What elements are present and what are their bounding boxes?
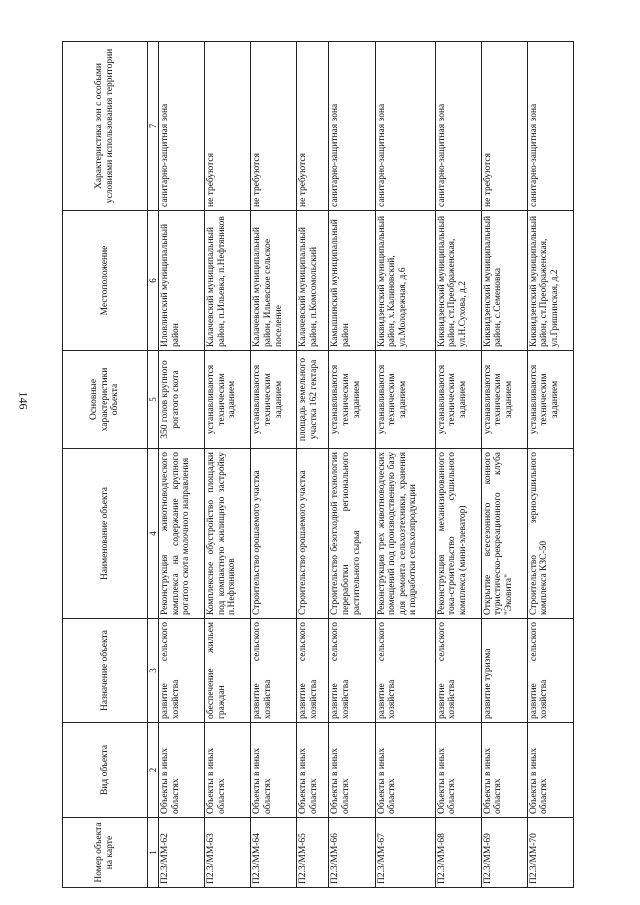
cell-object-purpose: развитие сельского хозяйства [159, 619, 205, 723]
cell-object-characteristics: устанавливаются техническим заданием [205, 351, 251, 449]
cell-zones: санитарно-защитная зона [159, 42, 205, 211]
cell-object-type: Объекты в иных областях [297, 723, 329, 818]
column-number: 2 [148, 723, 159, 818]
table-row [251, 42, 297, 888]
cell-object-characteristics: устанавливаются техническим заданием [375, 351, 435, 449]
table-row [375, 42, 435, 888]
cell-object-number: П2.3/ММ-68 [435, 818, 481, 888]
column-number: 1 [148, 818, 159, 888]
cell-zones: санитарно-защитная зона [435, 42, 481, 211]
header-object-type: Вид объекта [63, 723, 148, 818]
rotated-table-container [62, 42, 574, 888]
cell-object-name: Реконструкция трех животноводческих помещений под производственную базу для ремонта сельхозтехники, хранения и подработки сельхозпродукции [375, 449, 435, 619]
cell-location: Камышинский муниципальный район [329, 211, 375, 351]
header-location: Местоположение [63, 211, 148, 351]
header-zones: Характеристика зон с особыми условиями использования территории [63, 42, 148, 211]
cell-location: Иловлинский муниципальный район [159, 211, 205, 351]
cell-location: Калачевский муниципальный район, п.Комсомольский [297, 211, 329, 351]
cell-object-name: Открытие всесезонного конного туристическо-рекреационного клуба "Эковита" [481, 449, 527, 619]
page-number: 146 [16, 391, 31, 410]
cell-object-characteristics: устанавливаются техническим заданием [251, 351, 297, 449]
cell-object-type: Объекты в иных областях [251, 723, 297, 818]
table-row [329, 42, 375, 888]
cell-object-name: Строительство зерносушильного комплекса КЗС-50 [527, 449, 573, 619]
cell-object-type: Объекты в иных областях [375, 723, 435, 818]
cell-object-number: П2.3/ММ-64 [251, 818, 297, 888]
cell-object-characteristics: 350 голов крупного рогатого скота [159, 351, 205, 449]
cell-object-type: Объекты в иных областях [329, 723, 375, 818]
table-row [205, 42, 251, 888]
table-row [297, 42, 329, 888]
cell-object-purpose: развитие сельского хозяйства [375, 619, 435, 723]
cell-object-type: Объекты в иных областях [481, 723, 527, 818]
cell-object-number: П2.3/ММ-70 [527, 818, 573, 888]
table-row [159, 42, 205, 888]
header-object-purpose: Назначение объекта [63, 619, 148, 723]
cell-object-purpose: развитие сельского хозяйства [251, 619, 297, 723]
cell-object-name: Комплексное обустройство площадки под компактную жилищную застройку п.Нефтяников [205, 449, 251, 619]
cell-zones: не требуются [481, 42, 527, 211]
column-number-row [148, 42, 159, 888]
cell-location: Калачевский муниципальный район, п.Ильевка, п.Нефтяников [205, 211, 251, 351]
cell-object-characteristics: площадь земельного участка 162 гектара [297, 351, 329, 449]
cell-object-characteristics: устанавливаются техническим заданием [329, 351, 375, 449]
cell-object-type: Объекты в иных областях [159, 723, 205, 818]
cell-location: Киквидзенский муниципальный район, ст.Преображенская, ул.Гришинская, д.2 [527, 211, 573, 351]
cell-location: Киквидзенский муниципальный район, х.Калиновский, ул.Молодежная, д.6 [375, 211, 435, 351]
header-object-name: Наименование объекта [63, 449, 148, 619]
column-number: 7 [148, 42, 159, 211]
cell-object-type: Объекты в иных областях [205, 723, 251, 818]
table-row [435, 42, 481, 888]
cell-object-name: Реконструкция животноводческого комплекса на содержание крупного рогатого скота молочного направления [159, 449, 205, 619]
cell-zones: не требуются [251, 42, 297, 211]
column-number: 6 [148, 211, 159, 351]
table-row [527, 42, 573, 888]
cell-object-characteristics: устанавливаются техническим заданием [481, 351, 527, 449]
cell-zones: санитарно-защитная зона [329, 42, 375, 211]
cell-object-purpose: обеспечение жильем граждан [205, 619, 251, 723]
cell-object-number: П2.3/ММ-69 [481, 818, 527, 888]
cell-zones: не требуются [297, 42, 329, 211]
cell-object-name: Строительство орошаемого участка [297, 449, 329, 619]
cell-zones: санитарно-защитная зона [527, 42, 573, 211]
table-header-row [63, 42, 148, 888]
cell-object-type: Объекты в иных областях [435, 723, 481, 818]
header-object-number: Номер объекта на карте [63, 818, 148, 888]
cell-location: Киквидзенский муниципальный район, ст.Преображенская, ул.Н.Сухова, д.2 [435, 211, 481, 351]
column-number: 3 [148, 619, 159, 723]
cell-object-number: П2.3/ММ-65 [297, 818, 329, 888]
cell-object-purpose: развитие сельского хозяйства [297, 619, 329, 723]
cell-zones: не требуются [205, 42, 251, 211]
table-row [481, 42, 527, 888]
cell-object-name: Реконструкция механизированного тока-строительство сушильного комплекса (мини-элеватор) [435, 449, 481, 619]
cell-location: Киквидзенский муниципальный район, с.Семеновка [481, 211, 527, 351]
cell-object-name: Строительство орошаемого участка [251, 449, 297, 619]
cell-location: Калачевский муниципальный район, Ильевское сельское поселение [251, 211, 297, 351]
cell-object-number: П2.3/ММ-62 [159, 818, 205, 888]
cell-object-characteristics: устанавливаются техническим заданием [527, 351, 573, 449]
cell-object-purpose: развитие сельского хозяйства [329, 619, 375, 723]
cell-object-characteristics: устанавливаются техническим заданием [435, 351, 481, 449]
cell-object-purpose: развитие сельского хозяйства [527, 619, 573, 723]
column-number: 5 [148, 351, 159, 449]
cell-object-purpose: развитие туризма [481, 619, 527, 723]
cell-object-number: П2.3/ММ-66 [329, 818, 375, 888]
cell-object-purpose: развитие сельского хозяйства [435, 619, 481, 723]
objects-table [62, 41, 574, 888]
cell-object-number: П2.3/ММ-67 [375, 818, 435, 888]
header-object-characteristics: Основные характеристики объекта [63, 351, 148, 449]
column-number: 4 [148, 449, 159, 619]
cell-object-number: П2.3/ММ-63 [205, 818, 251, 888]
cell-object-name: Строительство безотходной технологии переработки регионального растительного сырья [329, 449, 375, 619]
cell-zones: санитарно-защитная зона [375, 42, 435, 211]
cell-object-type: Объекты в иных областях [527, 723, 573, 818]
